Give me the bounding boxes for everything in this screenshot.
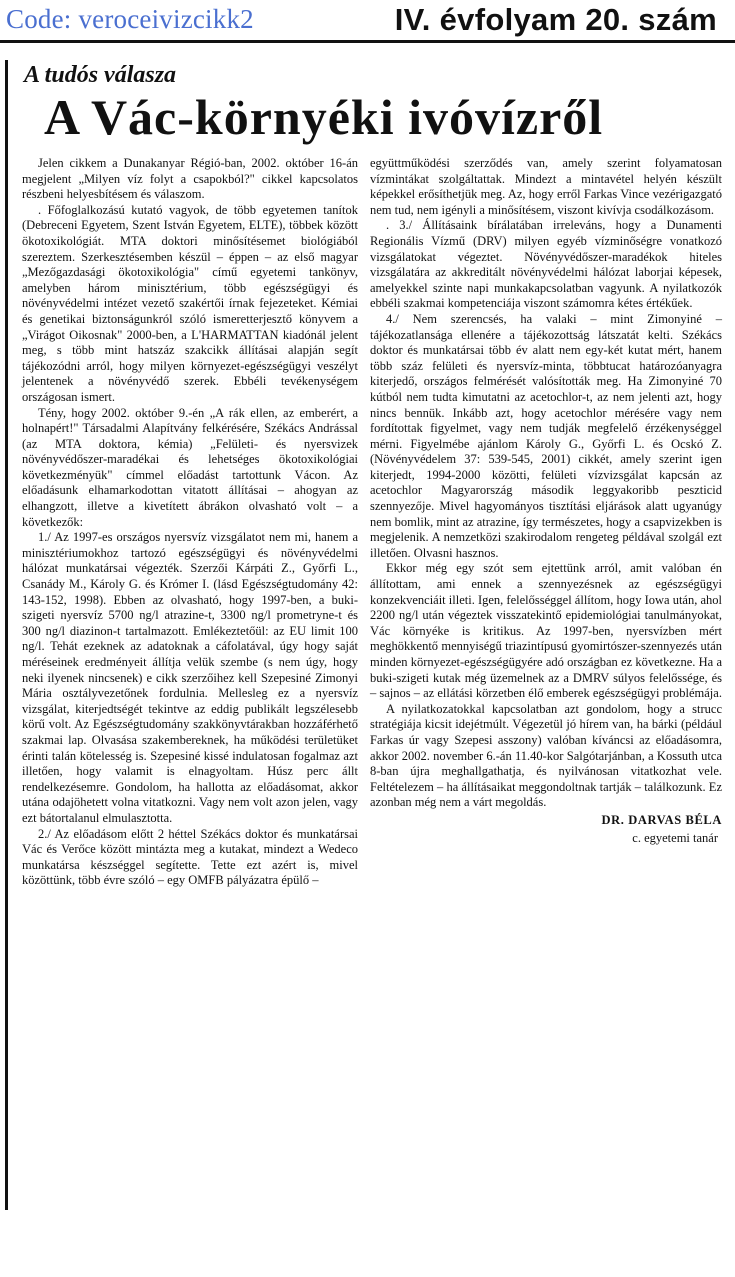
margin-rule <box>5 60 8 1210</box>
issue-number: IV. évfolyam 20. szám <box>394 2 717 37</box>
article-title: A Vác-környéki ivóvízről <box>44 89 604 145</box>
article-column-left <box>22 156 358 889</box>
author-signature <box>370 813 722 846</box>
article-paragraph: 1./ Az 1997-es országos nyersvíz vizsgálatot nem mi, hanem a minisztériumokhoz tartozó egészségügyi és növényvédelmi hálózat munkatársai végezték. Szerzői Kárpáti Z., Győrfi L., Csanády M., Károly G. és Krómer I. (lásd Egészségtudomány 42: 143-152, 1998). Ebben az olvasható, hogy 1997-ben, a buki-szigeti nyersvíz 5700 ng/l atrazine-t, 3300 ng/l prometryne-t és 300 ng/l diazinon-t tartalmazott. Emlékeztetőül: az EU limit 100 ng/l. Tehát ezeknek az adatoknak a cáfolatával, úgy hogy saját méréseinek eredményeit állítja velük szembe (s nem úgy, hogy neki ilyenek nincsenek) e cikk szerzőihez kell Szepesiné Zimonyi Mária osztályvezetőnek fordulnia. Mellesleg ez a nyersvíz vizsgálat, kiterjedtségét tekintve az eddig publikált legszélesebb körű volt. Az Egészségtudomány szakkönyvtárakban hozzáférhető szakmai lap. Olvasása szakembereknek, ha működési területüket érinti talán kötelesség is. Szepesiné kissé indulatosan fogalmaz azt illetően, hogy valamit is elnagyoltam. Húsz perc állt rendelkezésemre. Gondolom, ha hallotta az előadásomat, akkor utána odajöhetett volna vitatkozni. Vagy nem volt azon jelen, vagy ezt bátortalanul elmulasztotta. <box>22 530 358 825</box>
document-code: Code: veroceivizcikk2 <box>6 4 254 34</box>
article-paragraph: Tény, hogy 2002. október 9.-én „A rák ellen, az emberért, a holnapért!" Társadalmi Alapítvány felkérésére, Székács Andrással (az MTA doktora, kémia) „Felületi- és nyersvizek növényvédőszer-maradékai és lehetséges ökotoxikológiai következményük" címmel előadást tartottunk Vácon. Az előadásunk elhamarkodottan vitatott állításai – ahogyan az elhangzott, illetve a kivetített ábrákon olvasható volt – a következők: <box>22 405 358 529</box>
article-paragraph: 4./ Nem szerencsés, ha valaki – mint Zimonyiné – tájékozatlansága ellenére a tájékozottság látszatát kelti. Székács doktor és munkatársai több év alatt nem egy-két kutat mért, hanem több száz felületi és nyersvíz-minta, többtucat határozóanyagra kiterjedő, országos felmérését valósították meg. Ha Zimonyiné 70 kútból nem tudta kimutatni az acetochlor-t, az nem jelenti azt, hogy nincs bennük. Inkább azt, hogy acetochlor mérésére vagy nem fordítottak figyelmet, vagy nem tudják megfelelő érzékenységgel mérni. Figyelmébe ajánlom Károly G., Győrfi L. és Ocskó Z. (Növényvédelem 37: 539-545, 2001) cikkét, amely szerint igen kiterjedt, 1994-2000 közötti, felületi vízvizsgálat kapcsán az acetochlor Magyarország második leggyakoribb peszticid szennyezője. Mivel hagyományos tisztítási eljárások alatt ugyanúgy nem bomlik, mint az atrazine, így természetes, hogy a csapvizekben is megjelenik. A nemzetközi szakirodalom rengeteg példával szolgál ezt illetően. Olvasni hasznos. <box>370 311 722 560</box>
article-kicker: A tudós válasza <box>24 62 177 88</box>
article-paragraph: Jelen cikkem a Dunakanyar Régió-ban, 2002. október 16-án megjelent „Milyen víz folyt a csapokból?" cikkel kapcsolatos részbeni helyesbítésem és válaszom. <box>22 156 358 202</box>
article-paragraph: együttműködési szerződés van, amely szerint folyamatosan vízmintákat szolgáltattak. Mindezt a mintavétel helyén készült képekkel erősíthetjük meg. Az, hogy erről Farkas Vince vezérigazgató nem tud, nem igényli a minősítésem, viszont kivívja csodálkozásom. <box>370 156 722 217</box>
article-paragraph: . Főfoglalkozású kutató vagyok, de több egyetemen tanítok (Debreceni Egyetem, Szent István Egyetem, ELTE), többek között ökotoxikológiát. MTA doktori minősítésemet biológiából szereztem. Szerkesztésemben készül – éppen – az első magyar „Mezőgazdasági ökotoxikológia" című egyetemi tankönyv, amelyben három minisztérium, több egészségügyi és növényvédelmi intézet vezető szakértői írnak fejezeteket. Kémiai és genetikai biztonságunkról szóló ismeretterjesztő könyvem a „Virágot Oikosnak" 2000-ben, a L'HARMATTAN kiadónál jelent meg, s több mint hatszáz szakcikk állításai alapján segít tájékozódni arról, hogy milyen környezet-egészségügyi veszélyt jelentenek a növényvédő szerek. Ebbéli tevékenységem országosan ismert. <box>22 202 358 404</box>
header-rule <box>0 40 735 43</box>
author-name: DR. DARVAS BÉLA <box>601 812 722 827</box>
article-paragraph: 2./ Az előadásom előtt 2 héttel Székács doktor és munkatársai Vác és Verőce között mintázta meg a kutakat, mindezt a Wedeco munkatársa készséggel segítette. Tette ezt azért is, mivel közöttünk, több évre szóló – egy OMFB pályázatra épülő – <box>22 826 358 888</box>
article-column-right <box>370 156 722 846</box>
author-role: c. egyetemi tanár <box>632 830 718 845</box>
article-paragraph: A nyilatkozatokkal kapcsolatban azt gondolom, hogy a strucc stratégiája kicsit idejétmúlt. Végezetül jó hírem van, ha bárki (például Farkas úr vagy Szepesi asszony) valóban kíváncsi az előadásomra, akkor 2002. november 6.-án 11.40-kor Salgótarjánban, a Kossuth utca 8-ban újra meghallgathatja, és nyilvánosan vitatkozhat vele. Feltételezem – ha állításaikat meggondoltnak tartják – találkozunk. Ez azonban még nem a várt megoldás. <box>370 701 722 810</box>
article-paragraph: Ekkor még egy szót sem ejtettünk arról, amit valóban én állítottam, ami ennek a szennyezésnek az egészségügyi konzekvenciáit illeti. Igen, felelősséggel állítom, hogy Iowa után, ahol 2200 ng/l után végeztek visszatekintő epidemiológiai tanulmányokat, Vác környéke is kritikus. Az 1997-ben, nyersvízben mért meghökkentő mennyiségű triazintípusú gyomirtószer-szennyezés után minden környezet-egészségügyére adó országban ez következne. Ha a buki-szigeti kutak még üzemelnek az a DMRV súlyos felelőssége, és – sajnos – az ellátási körzetben élő emberek egészségügyi problémája. <box>370 561 722 701</box>
article-paragraph: . 3./ Állításaink bírálatában irreleváns, hogy a Dunamenti Regionális Vízmű (DRV) milyen egyéb vízminőségre vonatkozó vizsgálatokat végeztet. Növényvédőszer-maradékok hiteles vizsgálatára az akkreditált növényvédelmi hálózat laborjai képesek, amelyekkel szinte napi munkakapcsolatban vagyunk. A nyilatkozók ebbéli szakmai kompetenciája viszont számomra kétes értékűek. <box>370 218 722 311</box>
